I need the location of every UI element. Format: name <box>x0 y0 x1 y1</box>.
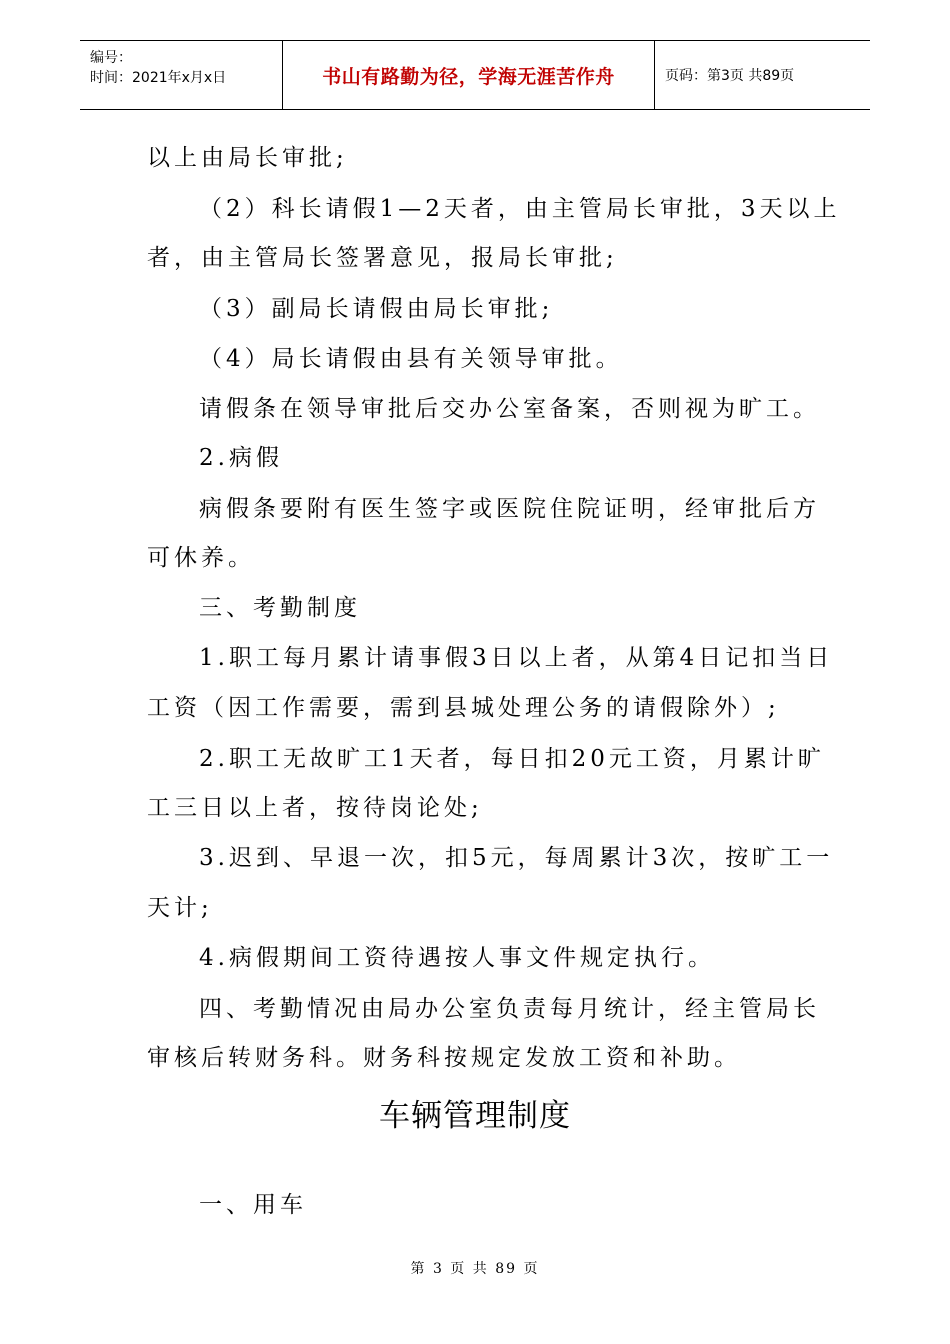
paragraph-line: 2.病假 <box>199 445 283 471</box>
paragraph-line: 请假条在领导审批后交办公室备案，否则视为旷工。 <box>199 396 820 422</box>
paragraph-line: 者，由主管局长签署意见，报局长审批; <box>147 245 618 271</box>
paragraph-line: 4.病假期间工资待遇按人事文件规定执行。 <box>199 945 715 971</box>
page-footer: 第 3 页 共 89 页 <box>410 1261 540 1277</box>
paragraph-line: （3）副局长请假由局长审批; <box>199 296 554 322</box>
section-title: 车辆管理制度 <box>379 1098 571 1134</box>
header-motto-cell <box>283 41 655 109</box>
paragraph-line: 3.迟到、早退一次，扣5元，每周累计3次，按旷工一 <box>199 845 834 871</box>
header-table <box>80 40 870 110</box>
paragraph-line: 以上由局长审批; <box>147 145 348 171</box>
section-first-item: 一、用车 <box>199 1192 307 1218</box>
paragraph-line: 可休养。 <box>147 545 255 571</box>
paragraph-line: 三、考勤制度 <box>199 595 361 621</box>
paragraph-line: 审核后转财务科。财务科按规定发放工资和补助。 <box>147 1045 741 1071</box>
header-meta-cell <box>80 41 283 109</box>
paragraph-line: 工资（因工作需要，需到县城处理公务的请假除外）; <box>147 695 780 721</box>
paragraph-line: 1.职工每月累计请事假3日以上者，从第4日记扣当日 <box>199 645 834 671</box>
paragraph-line: 四、考勤情况由局办公室负责每月统计，经主管局长 <box>199 996 820 1022</box>
paragraph-line: 2.职工无故旷工1天者，每日扣20元工资，月累计旷 <box>199 746 825 772</box>
motto: 书山有路勤为径，学海无涯苦作舟 <box>322 65 615 88</box>
paragraph-line: 病假条要附有医生签字或医院住院证明，经审批后方 <box>199 496 820 522</box>
number-label: 编号： <box>90 50 132 66</box>
paragraph-line: （2）科长请假1—2天者，由主管局长审批，3天以上 <box>199 196 841 222</box>
page-info: 页码：第3页 共89页 <box>665 68 795 84</box>
paragraph-line: （4）局长请假由县有关领导审批。 <box>199 346 623 372</box>
paragraph-line: 工三日以上者，按待岗论处; <box>147 795 483 821</box>
header-page-cell <box>655 41 870 109</box>
date-label: 时间：2021年x月x日 <box>90 70 227 86</box>
paragraph-line: 天计; <box>147 895 213 921</box>
